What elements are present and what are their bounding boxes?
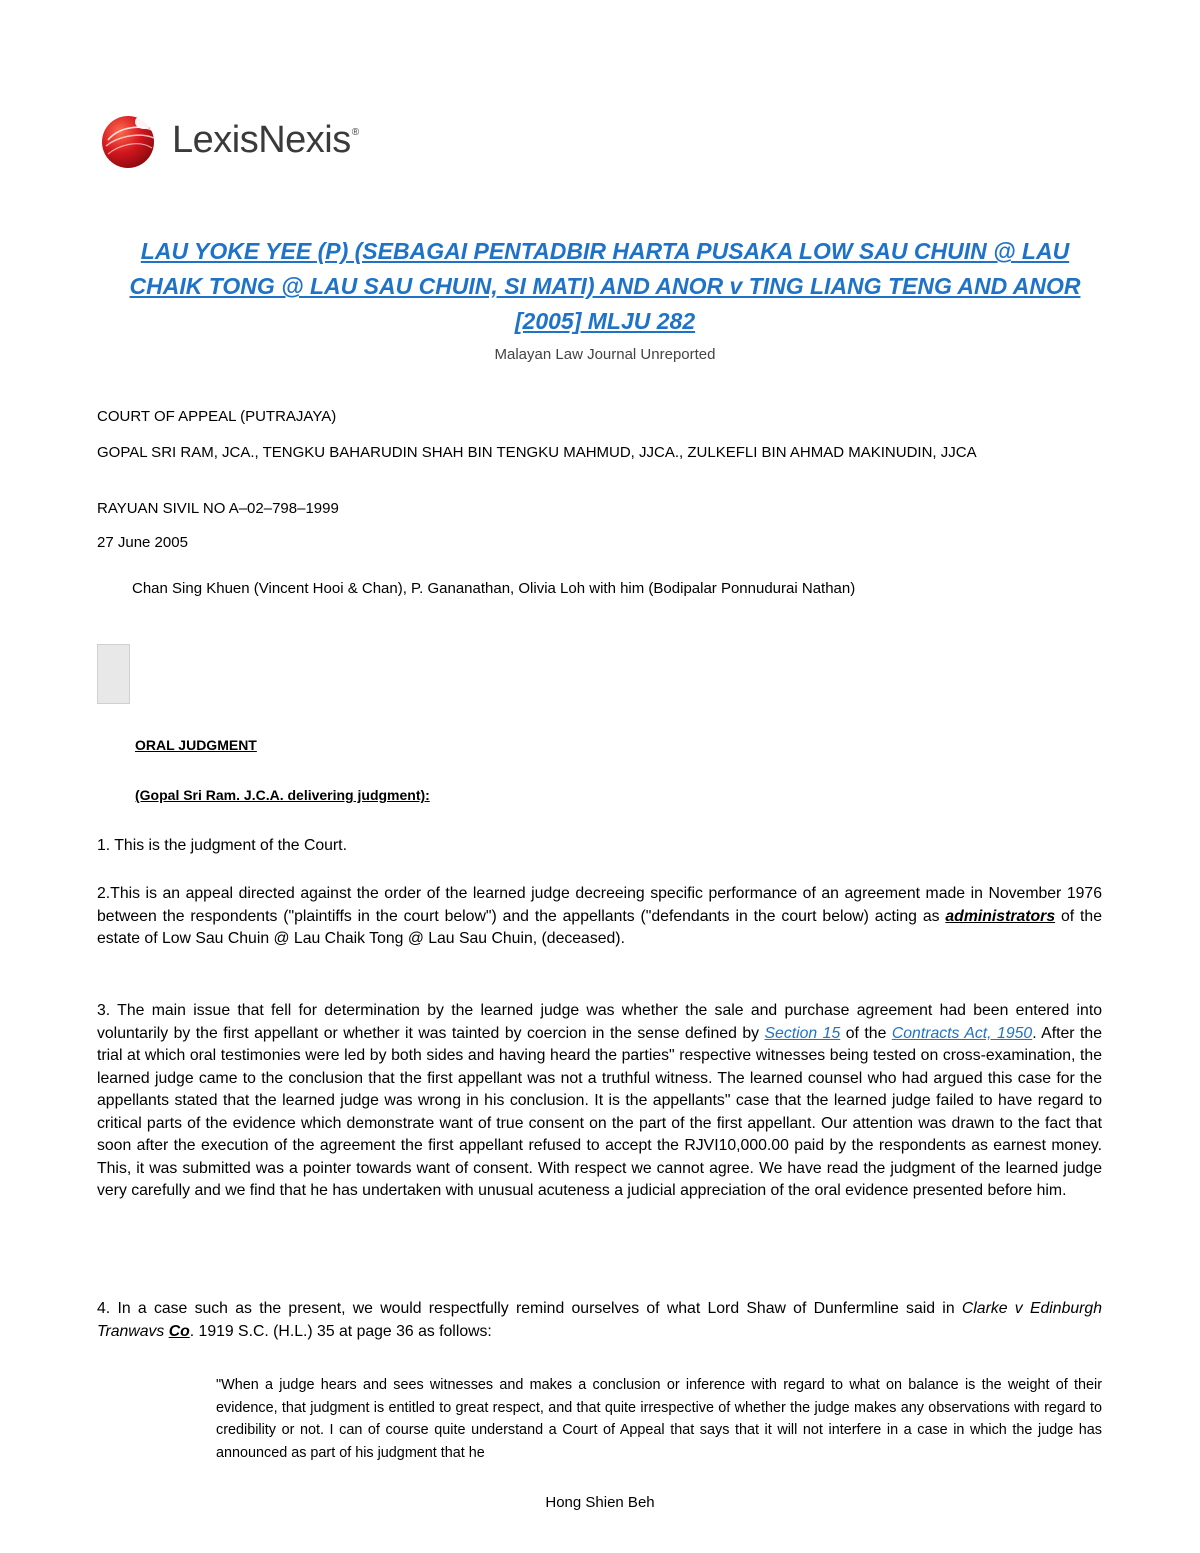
case-citation: Clarke v Edinburgh Tranwavs	[97, 1300, 1102, 1340]
judgment-date: 27 June 2005	[97, 534, 188, 551]
journal-name: Malayan Law Journal Unreported	[494, 346, 716, 363]
co-link[interactable]: Co	[168, 1322, 190, 1340]
court-name: COURT OF APPEAL (PUTRAJAYA)	[97, 408, 337, 425]
contracts-act-link[interactable]: Contracts Act, 1950	[891, 1024, 1033, 1042]
placeholder-box	[97, 644, 130, 704]
counsel: Chan Sing Khuen (Vincent Hooi & Chan), P. Gananathan, Olivia Loh with him (Bodipalar Ponnudurai Nathan)	[132, 580, 856, 597]
paragraph-1: 1. This is the judgment of the Court.	[97, 837, 347, 854]
footer-author: Hong Shien Beh	[545, 1494, 655, 1511]
case-number: RAYUAN SIVIL NO A–02–798–1999	[97, 500, 339, 517]
logo-wordmark: LexisNexis®	[172, 118, 359, 161]
paragraph-3-text-b: of the	[840, 1024, 892, 1042]
heading-delivering: (Gopal Sri Ram. J.C.A. delivering judgment):	[135, 787, 430, 803]
paragraph-3-text-a: 3. The main issue that fell for determination by the learned judge was whether the sale and purchase agreement had been entered into voluntarily by the first appellant or whether it was tainted by coercion in the sense defined by	[97, 1002, 1102, 1042]
case-title-link[interactable]: LAU YOKE YEE (P) (SEBAGAI PENTADBIR HARTA PUSAKA LOW SAU CHUIN @ LAU CHAIK TONG @ LAU SAU CHUIN, SI MATI) AND ANOR v TING LIANG TENG AND ANOR [2005] MLJU 282	[129, 238, 1081, 334]
paragraph-4-text-a: 4. In a case such as the present, we would respectfully remind ourselves of what Lord Shaw of Dunfermline said in	[97, 1300, 962, 1317]
block-quote: "When a judge hears and sees witnesses and makes a conclusion or inference with regard to what on balance is the weight of their evidence, that judgment is entitled to great respect, and that quite irrespective of whether the judge makes any observations with regard to credibility or not. I can of course quite understand a Court of Appeal that says that it will not interfere in a case in which the judge has announced as part of his judgment that he	[216, 1377, 1102, 1461]
paragraph-4-text-b: . 1919 S.C. (H.L.) 35 at page 36 as follows:	[189, 1322, 492, 1340]
lexisnexis-logo	[100, 112, 359, 168]
judges: GOPAL SRI RAM, JCA., TENGKU BAHARUDIN SHAH BIN TENGKU MAHMUD, JJCA., ZULKEFLI BIN AHMAD MAKINUDIN, JJCA	[97, 444, 977, 461]
paragraph-3-text-c: . After the trial at which oral testimonies were led by both sides and having heard the parties" respective witnesses being tested on cross-examination, the learned judge came to the conclusion that the first appellant was not a truthful witness. The learned counsel who had argued this case for the appellants stated that the learned judge was wrong in his conclusion. It is the appellants" case that the learned judge failed to have regard to critical parts of the evidence which demonstrate want of true consent on the part of the first appellant. Our attention was drawn to the fact that soon after the execution of the agreement the first appellant refused to accept the RJVI10,000.00 paid by the respondents as earnest money. This, it was submitted was a pointer towards want of consent. With respect we cannot agree. We have read the judgment of the learned judge very carefully and we find that he has undertaken with unusual acuteness a judicial appreciation of the oral evidence presented before him.	[97, 1024, 1102, 1199]
section-15-link[interactable]: Section 15	[764, 1024, 841, 1042]
paragraph-2-text-a: 2.This is an appeal directed against the order of the learned judge decreeing specific performance of an agreement made in November 1976 between the respondents ("plaintiffs in the court below") and the appellants ("defendants in the court below) acting as	[97, 885, 1102, 925]
lexisnexis-globe-icon	[100, 110, 160, 170]
term-administrators-link[interactable]: administrators	[945, 907, 1056, 925]
paragraph-3	[97, 1000, 1102, 1203]
heading-oral-judgment: ORAL JUDGMENT	[135, 737, 257, 753]
paragraph-2	[97, 883, 1102, 951]
paragraph-4	[97, 1298, 1102, 1343]
paragraph-2-text-b: of the estate of Low Sau Chuin @ Lau Chaik Tong @ Lau Sau Chuin, (deceased).	[97, 907, 1102, 947]
